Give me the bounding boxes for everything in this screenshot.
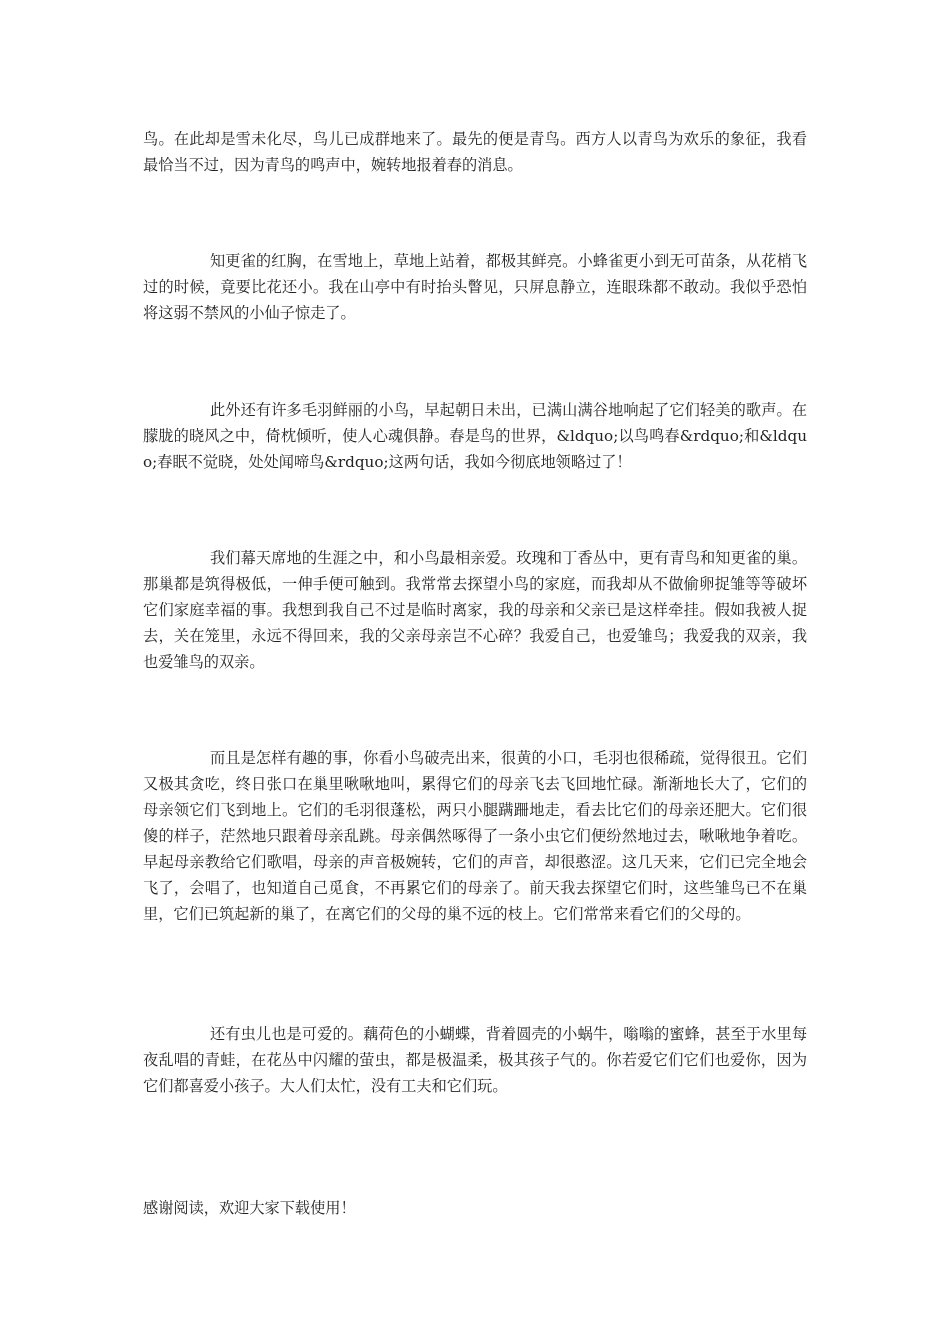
paragraph-2: 知更雀的红胸，在雪地上，草地上站着，都极其鲜亮。小蜂雀更小到无可苗条，从花梢飞过的时候，竟要比花还小。我在山亭中有时抬头瞥见，只屏息静立，连眼珠都不敢动。我似乎恐怕将这弱不禁风的小仙子惊走了。 [143, 252, 807, 322]
closing-note: 感谢阅读，欢迎大家下载使用！ [143, 1199, 356, 1217]
paragraph-5: 而且是怎样有趣的事，你看小鸟破壳出来，很黄的小口，毛羽也很稀疏，觉得很丑。它们又极其贪吃，终日张口在巢里啾啾地叫，累得它们的母亲飞去飞回地忙碌。渐渐地长大了，它们的母亲领它们飞到地上。它们的毛羽很蓬松，两只小腿蹒跚地走，看去比它们的母亲还肥大。它们很傻的样子，茫然地只跟着母亲乱跳。母亲偶然啄得了一条小虫它们便纷然地过去，啾啾地争着吃。早起母亲教给它们歌唱，母亲的声音极婉转，它们的声音，却很憨涩。这几天来，它们已完全地会飞了，会唱了，也知道自己觅食，不再累它们的母亲了。前天我去探望它们时，这些雏鸟已不在巢里，它们已筑起新的巢了，在离它们的父母的巢不远的枝上。它们常常来看它们的父母的。 [143, 749, 807, 923]
paragraph-1: 鸟。在此却是雪未化尽，鸟儿已成群地来了。最先的便是青鸟。西方人以青鸟为欢乐的象征，我看最恰当不过，因为青鸟的鸣声中，婉转地报着春的消息。 [143, 130, 807, 174]
paragraph-3: 此外还有许多毛羽鲜丽的小鸟，早起朝日未出，已满山满谷地响起了它们轻美的歌声。在朦胧的晓风之中，倚枕倾听，使人心魂俱静。春是鸟的世界，&ldquo;以鸟鸣春&rdquo;和&ldquo;春眠不觉晓，处处闻啼鸟&rdquo;这两句话，我如今彻底地领略过了！ [143, 401, 807, 471]
paragraph-6: 还有虫儿也是可爱的。藕荷色的小蝴蝶，背着圆壳的小蜗牛，嗡嗡的蜜蜂，甚至于水里每夜乱唱的青蛙，在花丛中闪耀的萤虫，都是极温柔，极其孩子气的。你若爱它们它们也爱你，因为它们都喜爱小孩子。大人们太忙，没有工夫和它们玩。 [143, 1025, 807, 1095]
paragraph-4: 我们幕天席地的生涯之中，和小鸟最相亲爱。玫瑰和丁香丛中，更有青鸟和知更雀的巢。那巢都是筑得极低，一伸手便可触到。我常常去探望小鸟的家庭，而我却从不做偷卵捉雏等等破坏它们家庭幸福的事。我想到我自己不过是临时离家，我的母亲和父亲已是这样牵挂。假如我被人捉去，关在笼里，永远不得回来，我的父亲母亲岂不心碎？我爱自己，也爱雏鸟；我爱我的双亲，我也爱雏鸟的双亲。 [143, 549, 807, 671]
